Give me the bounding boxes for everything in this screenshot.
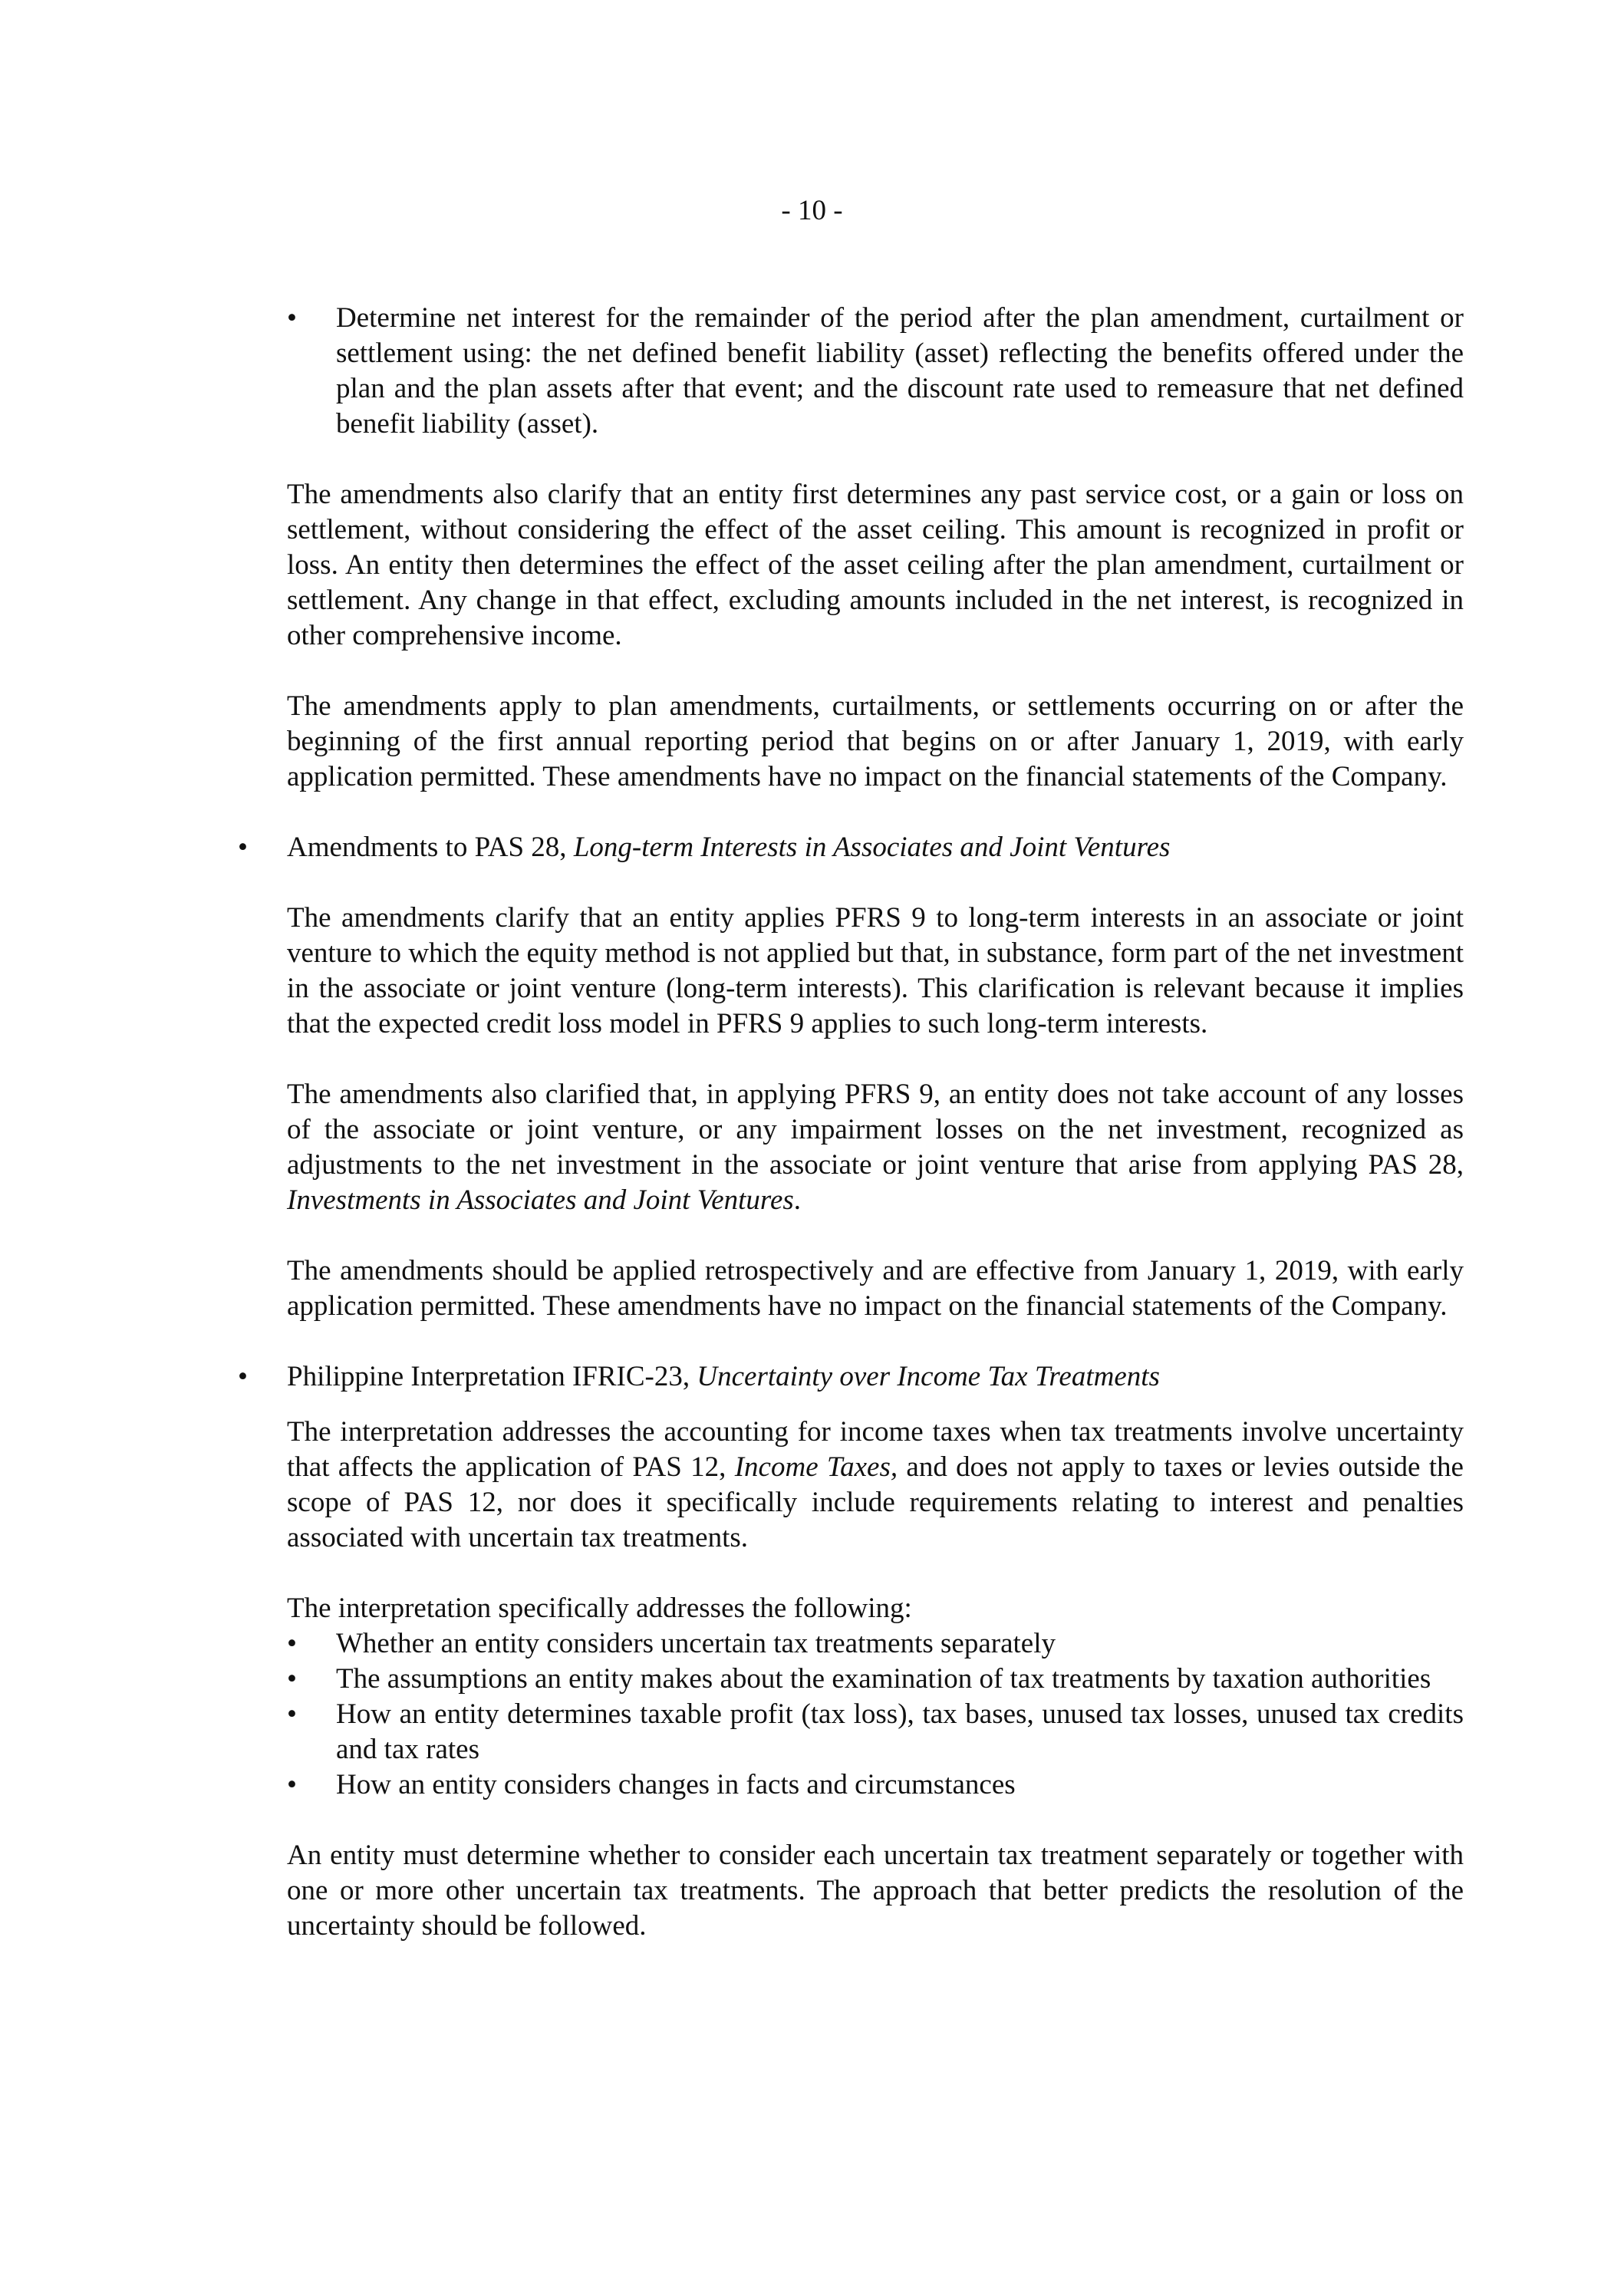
paragraph-text: The interpretation addresses the accounting for income taxes when tax treatments involve uncertainty that affects the application of PAS 12,: [287, 1416, 1464, 1483]
section-heading-pas28: [238, 830, 1464, 865]
bullet-icon: •: [238, 832, 248, 863]
list-item-net-interest: [238, 301, 1464, 442]
list-item: [238, 1697, 1464, 1767]
paragraph-end: .: [793, 1184, 802, 1216]
paragraph-end: and does not apply to taxes or levies outside the scope of PAS 12, nor does it specifically include requirements relating to interest and penalties associated with uncertain tax treatments.: [287, 1451, 1464, 1553]
bullet-icon: •: [287, 1628, 297, 1659]
paragraph-text: The amendments also clarified that, in applying PFRS 9, an entity does not take account of any losses of the associate or joint venture, or any impairment losses on the net investment, recognized as adjustments to the net investment in the associate or joint venture that arise from applying PAS 28,: [287, 1079, 1464, 1181]
paragraph-amendments-apply: The amendments apply to plan amendments, curtailments, or settlements occurring on or after the beginning of the first annual reporting period that begins on or after January 1, 2019, with early application permitted. These amendments have no impact on the financial statements of the Company.: [287, 690, 1464, 792]
list-item-text: The assumptions an entity makes about the examination of tax treatments by taxation authorities: [336, 1663, 1431, 1695]
paragraph-uncertain-tax: An entity must determine whether to consider each uncertain tax treatment separately or together with one or more other uncertain tax treatments. The approach that better predicts the resolution of the uncertainty should be followed.: [287, 1840, 1464, 1942]
heading-prefix: Philippine Interpretation IFRIC-23,: [287, 1361, 697, 1392]
page-number: - 10 -: [781, 195, 843, 226]
heading-italic-title: Uncertainty over Income Tax Treatments: [697, 1361, 1160, 1392]
heading-prefix: Amendments to PAS 28,: [287, 832, 574, 863]
paragraph-pfrs9-losses: [238, 1077, 1464, 1218]
bullet-icon: •: [238, 1361, 248, 1392]
heading-text: [238, 1359, 1464, 1395]
paragraph-italic-title: Investments in Associates and Joint Ventures: [287, 1184, 794, 1216]
paragraph-interpretation: [238, 1415, 1464, 1556]
list-item-text: How an entity considers changes in facts and circumstances: [336, 1769, 1016, 1800]
list-item-text: Determine net interest for the remainder of the period after the plan amendment, curtailment or settlement using: the net defined benefit liability (asset) reflecting the benefits offered under the plan and the plan assets after that event; and the discount rate used to remeasure that net defined benefit liability (asset).: [336, 302, 1464, 440]
document-body: [238, 301, 1464, 1944]
list-item-text: Whether an entity considers uncertain tax treatments separately: [336, 1628, 1056, 1659]
paragraph-retrospective: The amendments should be applied retrospectively and are effective from January 1, 2019, with early application permitted. These amendments have no impact on the financial statements of the Company.: [287, 1255, 1464, 1322]
list-item: [238, 1626, 1464, 1662]
paragraph-pfrs9-long-term: The amendments clarify that an entity applies PFRS 9 to long-term interests in an associate or joint venture to which the equity method is not applied but that, in substance, form part of the net investment in the associate or joint venture (long-term interests). This clarification is relevant because it implies that the expected credit loss model in PFRS 9 applies to such long-term interests.: [287, 902, 1464, 1039]
section-heading-ifric23: [238, 1359, 1464, 1395]
bullet-icon: •: [287, 1769, 297, 1800]
paragraph-list-intro: The interpretation specifically addresses the following:: [287, 1593, 912, 1624]
list-item: [238, 1767, 1464, 1803]
list-item-text: How an entity determines taxable profit (tax loss), tax bases, unused tax losses, unused tax credits and tax rates: [336, 1698, 1464, 1765]
bullet-icon: •: [287, 1698, 297, 1730]
paragraph-italic-title: Income Taxes,: [734, 1451, 898, 1483]
heading-italic-title: Long-term Interests in Associates and Joint Ventures: [573, 832, 1171, 863]
bullet-icon: •: [287, 1663, 297, 1695]
heading-text: [238, 830, 1464, 865]
list-item: [238, 1662, 1464, 1697]
paragraph-asset-ceiling: The amendments also clarify that an entity first determines any past service cost, or a gain or loss on settlement, without considering the effect of the asset ceiling. This amount is recognized in profit or loss. An entity then determines the effect of the asset ceiling after the plan amendment, curtailment or settlement. Any change in that effect, excluding amounts included in the net interest, is recognized in other comprehensive income.: [287, 479, 1464, 651]
bullet-icon: •: [287, 302, 297, 334]
